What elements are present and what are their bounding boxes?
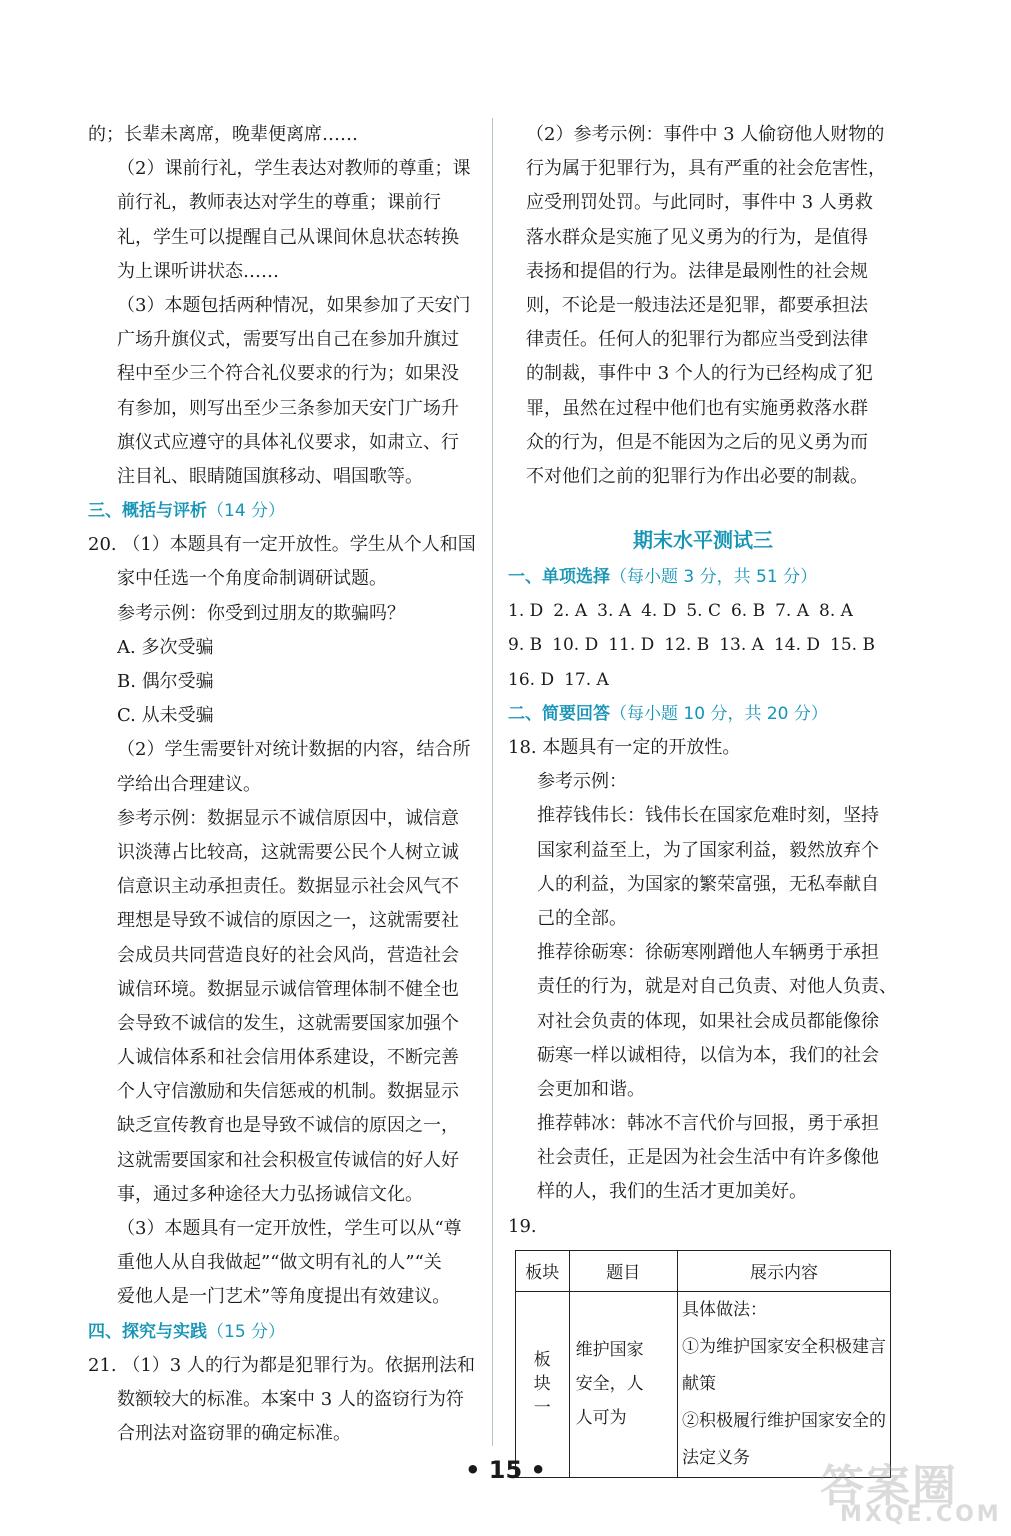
text-line: 推荐钱伟长：钱伟长在国家危难时刻，坚持 (537, 805, 879, 827)
text-line: （2）学生需要针对统计数据的内容，结合所 (117, 739, 471, 761)
answer-item: 12. B (664, 635, 710, 656)
multiple-choice-answers (508, 594, 898, 697)
text-line: 20. （1）本题具有一定开放性。学生从个人和国 (88, 534, 476, 556)
text-line: 的制裁，事件中 3 个人的行为已经构成了犯 (526, 363, 873, 385)
text-line: （3）本题包括两种情况，如果参加了天安门 (117, 294, 471, 316)
text-line: 个人守信激励和失信惩戒的机制。数据显示 (117, 1081, 459, 1103)
answer-item: 4. D (641, 601, 677, 622)
left-continued-answers (88, 118, 478, 494)
text-line: 落水群众是实施了见义勇为的行为，是值得 (526, 226, 868, 248)
answer-item: 13. A (719, 635, 764, 656)
text-line: 信意识主动承担责任。数据显示社会风气不 (117, 876, 459, 898)
question-19-table (515, 1250, 891, 1478)
text-line: 国家利益至上，为了国家利益，毅然放弃个 (537, 839, 879, 861)
topic-line: 安全，人 (575, 1374, 644, 1395)
text-line: 会导致不诚信的发生，这就需要国家加强个 (117, 1012, 459, 1034)
text-line: B. 偶尔受骗 (117, 671, 214, 692)
answer-item: 16. D (508, 669, 555, 690)
text-line: （3）本题具有一定开放性，学生可以从“尊 (117, 1218, 462, 1239)
left-column (88, 118, 478, 1451)
text-line: 18. 本题具有一定的开放性。 (508, 737, 741, 758)
content-line: 献策 (682, 1373, 716, 1394)
answer-item: 1. D (508, 601, 544, 622)
text-line: 有参加，则写出至少三条参加天安门广场升 (117, 397, 459, 419)
block-char: 板 (533, 1350, 551, 1371)
text-line: 行为属于犯罪行为，具有严重的社会危害性， (526, 158, 886, 180)
table-cell-block (516, 1291, 570, 1477)
content-line: 具体做法： (682, 1299, 767, 1320)
text-line: 律责任。任何人的犯罪行为都应当受到法律 (526, 329, 868, 351)
text-line: 诚信环境。数据显示诚信管理体制不健全也 (117, 978, 459, 1000)
text-line: 样的人，我们的生活才更加美好。 (537, 1181, 807, 1203)
text-line: 对社会负责的体现，如果社会成员都能像徐 (537, 1010, 879, 1032)
text-line: 推荐徐砺寒：徐砺寒刚蹭他人车辆勇于承担 (537, 942, 879, 964)
test-title: 期末水平测试三 (633, 528, 773, 553)
text-line: 缺乏宣传教育也是导致不诚信的原因之一， (117, 1115, 459, 1137)
text-line: 学给出合理建议。 (117, 773, 261, 795)
section-heading-4: 四、探究与实践（15 分） (88, 1321, 286, 1342)
block-char: 块 (533, 1374, 551, 1395)
text-line: 会成员共同营造良好的社会风尚，营造社会 (117, 944, 459, 966)
answer-item: 2. A (553, 601, 588, 622)
text-line: 应受刑罚处罚。与此同时，事件中 3 人勇救 (526, 192, 873, 214)
text-line: 则，不论是一般违法还是犯罪，都要承担法 (526, 294, 868, 316)
answer-item: 11. D (608, 635, 655, 656)
question-21-part2-answer (508, 118, 898, 494)
answer-item: 14. D (773, 635, 821, 656)
text-line: 推荐韩冰：韩冰不言代价与回报，勇于承担 (537, 1113, 879, 1135)
section-heading-3: 三、概括与评析（14 分） (88, 501, 286, 522)
column-divider (492, 118, 493, 1446)
right-column (508, 118, 898, 1478)
text-line: 砺寒一样以诚相待，以信为本，我们的社会 (537, 1044, 879, 1066)
page-number: • 15 • (465, 1456, 546, 1484)
answer-item: 6. B (730, 601, 766, 622)
text-line: 合刑法对盗窃罪的确定标准。 (117, 1423, 351, 1445)
answer-item: 8. A (819, 601, 853, 622)
text-line: 爱他人是一门艺术”等角度提出有效建议。 (117, 1286, 451, 1308)
answer-item: 7. A (775, 601, 810, 622)
watermark-text: 答案圈 (820, 1461, 958, 1512)
text-line: 参考示例： (537, 771, 627, 793)
answer-item: 10. D (552, 635, 599, 656)
text-line: 责任的行为，就是对自己负责、对他人负责、 (537, 976, 897, 998)
text-line: C. 从未受骗 (117, 705, 214, 727)
text-line: 事，通过多种途径大力弘扬诚信文化。 (117, 1183, 423, 1205)
text-line: 理想是导致不诚信的原因之一，这就需要社 (117, 910, 459, 932)
text-line: 重他人从自我做起”“做文明有礼的人”“关 (117, 1252, 442, 1274)
answer-row (508, 628, 898, 662)
content-line: ②积极履行维护国家安全的 (682, 1410, 886, 1431)
text-line: 程中至少三个符合礼仪要求的行为；如果没 (117, 363, 459, 385)
table-header-content: 展示内容 (678, 1250, 891, 1291)
question-19-label: 19. (508, 1215, 537, 1237)
text-line: 社会责任，正是因为社会生活中有许多像他 (537, 1147, 879, 1169)
text-line: 旗仪式应遵守的具体礼仪要求，如肃立、行 (117, 431, 459, 453)
text-line: 己的全部。 (537, 907, 627, 929)
answer-item: 5. C (686, 601, 721, 622)
text-line: 礼，学生可以提醒自己从课间休息状态转换 (117, 226, 459, 248)
content-line: 法定义务 (682, 1447, 750, 1468)
question-18-answer (508, 731, 898, 1210)
text-line: 人的利益，为国家的繁荣富强，无私奉献自 (537, 873, 879, 895)
text-line: 的；长辈未离席，晚辈便离席…… (88, 124, 358, 145)
question-20-answer (88, 528, 478, 1314)
topic-line: 维护国家 (575, 1340, 644, 1361)
text-line: （2）课前行礼，学生表达对教师的尊重；课 (117, 158, 471, 180)
text-line: 注目礼、眼睛随国旗移动、唱国歌等。 (117, 465, 423, 487)
answer-item: 17. A (564, 669, 609, 690)
table-header-block: 板块 (516, 1250, 570, 1291)
answer-row (508, 663, 898, 697)
text-line: 会更加和谐。 (537, 1078, 645, 1100)
block-char: 一 (533, 1398, 551, 1419)
section-heading-1: 一、单项选择（每小题 3 分，共 51 分） (508, 567, 818, 588)
text-line: 数额较大的标准。本案中 3 人的盗窃行为符 (117, 1388, 464, 1410)
watermark-url: MXQE.COM (840, 1502, 1002, 1527)
text-line: 这就需要国家和社会积极宣传诚信的好人好 (117, 1149, 459, 1171)
text-line: 表扬和提倡的行为。法律是最刚性的社会规 (526, 260, 868, 282)
text-line: （2）参考示例：事件中 3 人偷窃他人财物的 (526, 124, 885, 145)
text-line: 前行礼，教师表达对学生的尊重；课前行 (117, 192, 441, 214)
text-line: 家中任选一个角度命制调研试题。 (117, 568, 387, 590)
text-line: 人诚信体系和社会信用体系建设，不断完善 (117, 1047, 459, 1069)
answer-row (508, 594, 898, 628)
text-line: 不对他们之前的犯罪行为作出必要的制裁。 (526, 465, 868, 487)
text-line: 众的行为，但是不能因为之后的见义勇为而 (526, 431, 868, 453)
text-line: 广场升旗仪式，需要写出自己在参加升旗过 (117, 329, 459, 351)
section-heading-2: 二、简要回答（每小题 10 分，共 20 分） (508, 703, 828, 724)
question-21-answer (88, 1349, 478, 1452)
text-line: 参考示例：数据显示不诚信原因中，诚信意 (117, 807, 459, 829)
answer-item: 3. A (597, 601, 632, 622)
text-line: 21. （1）3 人的行为都是犯罪行为。依据刑法和 (88, 1354, 475, 1376)
answer-item: 9. B (508, 635, 543, 656)
table-header-topic: 题目 (569, 1250, 677, 1291)
answer-item: 15. B (830, 635, 875, 656)
text-line: 罪，虽然在过程中他们也有实施勇救落水群 (526, 397, 868, 419)
text-line: 参考示例：你受到过朋友的欺骗吗？ (117, 602, 405, 624)
text-line: 为上课听讲状态…… (117, 260, 279, 282)
text-line: 识淡薄占比较高，这就需要公民个人树立诚 (117, 841, 459, 863)
text-line: A. 多次受骗 (117, 636, 214, 658)
watermark-logo (820, 1450, 1002, 1530)
content-line: ①为维护国家安全积极建言 (682, 1336, 886, 1357)
topic-line: 人可为 (575, 1408, 627, 1429)
table-cell-topic (569, 1291, 677, 1477)
